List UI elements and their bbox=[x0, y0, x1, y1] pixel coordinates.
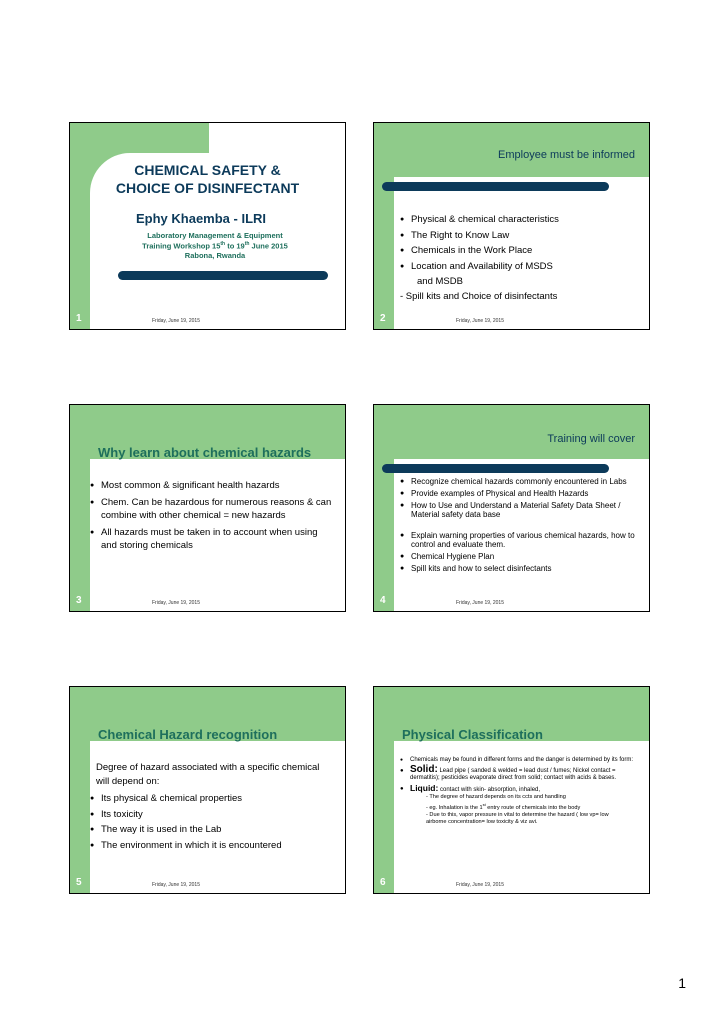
slide-3-title: Why learn about chemical hazards bbox=[98, 445, 312, 460]
slide-6-item-1: ● Chemicals may be found in different forms and the danger is determined by its form: bbox=[400, 757, 633, 763]
slide-2-item-4: ● Location and Availability of MSDS bbox=[400, 259, 559, 275]
slide-4-title: Training will cover bbox=[547, 433, 635, 445]
slide-5-number: 5 bbox=[76, 877, 82, 888]
slide-1-sub3: Rabona, Rwanda bbox=[184, 250, 246, 260]
slide-4-list bbox=[400, 477, 640, 573]
slide-2-date: Friday, June 19, 2015 bbox=[456, 318, 504, 324]
slide-5-item-3: ● The way it is used in the Lab bbox=[90, 822, 335, 838]
slide-1-sub2: Training Workshop 15th to 19th June 2015 bbox=[142, 241, 288, 251]
slide-2-list bbox=[400, 212, 559, 290]
slide-4-item-2: ● Provide examples of Physical and Health Hazards bbox=[400, 489, 640, 498]
slide-6-content bbox=[400, 757, 640, 826]
slide-6-item-1-text: Chemicals may be found in different forms and the danger is determined by its form: bbox=[410, 757, 633, 763]
slide-1 bbox=[69, 122, 346, 330]
slide-5-date: Friday, June 19, 2015 bbox=[152, 882, 200, 888]
slide-3 bbox=[69, 404, 346, 612]
slide-6-liquid-sub-3: - Due to this, vapor pressure in vital to determine the hazard ( low vp= low airborne concentration= low toxicity & viz avi. bbox=[426, 811, 609, 825]
slide-4-date: Friday, June 19, 2015 bbox=[456, 600, 504, 606]
slide-1-sub1: Laboratory Management & Equipment bbox=[147, 231, 283, 240]
slide-3-item-2: ● Chem. Can be hazardous for numerous reasons & can combine with other chemical = new hazards bbox=[90, 496, 335, 523]
slide-1-title-line1: CHEMICAL SAFETY & bbox=[134, 162, 281, 178]
slide-1-subtitle bbox=[120, 231, 310, 260]
slide-2-title: Employee must be informed bbox=[498, 149, 635, 161]
slide-6-date: Friday, June 19, 2015 bbox=[456, 882, 504, 888]
slide-4-bar bbox=[382, 464, 609, 473]
slide-2-item-3: ● Chemicals in the Work Place bbox=[400, 243, 559, 259]
slide-4-item-5: ● Chemical Hygiene Plan bbox=[400, 552, 640, 561]
slide-5-intro-text: Degree of hazard associated with a specific chemical will depend on: bbox=[96, 762, 320, 787]
slide-5-item-2: ● Its toxicity bbox=[90, 807, 335, 823]
slide-2-item-4-cont: and MSDB bbox=[417, 276, 463, 287]
slide-5-intro bbox=[96, 761, 326, 789]
slide-6-number: 6 bbox=[380, 877, 386, 888]
slide-5-item-4: ● The environment in which it is encountered bbox=[90, 838, 335, 854]
slide-3-item-1: ● Most common & significant health hazards bbox=[90, 479, 335, 493]
slide-5-title: Chemical Hazard recognition bbox=[98, 727, 278, 742]
slide-4-green-band bbox=[374, 405, 649, 459]
slide-2-note: - Spill kits and Choice of disinfectants bbox=[400, 291, 558, 302]
slide-2-bar bbox=[382, 182, 609, 191]
slide-2-number: 2 bbox=[380, 313, 386, 324]
slide-6-title: Physical Classification bbox=[402, 727, 543, 742]
slide-2-item-2: ● The Right to Know Law bbox=[400, 228, 559, 244]
slide-3-date: Friday, June 19, 2015 bbox=[152, 600, 200, 606]
slide-4-item-6: ● Spill kits and how to select disinfectants bbox=[400, 564, 640, 573]
slide-4-item-1: ● Recognize chemical hazards commonly encountered in Labs bbox=[400, 477, 640, 486]
slide-5 bbox=[69, 686, 346, 894]
slide-3-list bbox=[90, 479, 335, 553]
slide-4-number: 4 bbox=[380, 595, 386, 606]
slide-2-item-1: ● Physical & chemical characteristics bbox=[400, 212, 559, 228]
page-number: 1 bbox=[678, 975, 686, 991]
slide-5-list bbox=[90, 791, 335, 853]
slide-4-item-4: ● Explain warning properties of various chemical hazards, how to control and evaluate them. bbox=[400, 531, 640, 549]
slide-4-item-3: ● How to Use and Understand a Material Safety Data Sheet / Material safety data base bbox=[400, 501, 640, 519]
slide-1-title bbox=[70, 161, 345, 197]
slide-4 bbox=[373, 404, 650, 612]
slide-6-liquid-sub-1: - The degree of hazard depends on its ccts and handling bbox=[426, 794, 566, 800]
slide-5-item-1: ● Its physical & chemical properties bbox=[90, 791, 335, 807]
slide-6-liquid: ● Liquid: contact with skin- absorption, inhaled, bbox=[400, 783, 541, 793]
slide-6-liquid-sub-2: - eg. Inhalation is the 1st entry route of chemicals into the body bbox=[426, 802, 581, 811]
slide-3-item-3: ● All hazards must be taken in to account when using and storing chemicals bbox=[90, 526, 335, 553]
slide-6-solid-text: Lead pipe ( sanded & welded = lead dust / fumes; Nickel contact = dermatitis); pesticides evaporate direct from solid; contact with acids & bases. bbox=[410, 768, 617, 781]
slide-6-liquid-text: contact with skin- absorption, inhaled, bbox=[440, 787, 541, 793]
slide-6-liquid-label: Liquid: bbox=[410, 783, 439, 793]
slide-3-number: 3 bbox=[76, 595, 82, 606]
slide-1-bar bbox=[118, 271, 328, 280]
slide-1-number: 1 bbox=[76, 313, 82, 324]
slide-2 bbox=[373, 122, 650, 330]
slide-6-solid: ● Solid: Lead pipe ( sanded & welded = lead dust / fumes; Nickel contact = dermatitis); pesticides evaporate direct from solid; contact with acids & bases. bbox=[400, 764, 617, 781]
slide-6-solid-label: Solid: bbox=[410, 764, 438, 775]
slide-1-title-line2: CHOICE OF DISINFECTANT bbox=[115, 180, 300, 196]
slide-6-liquid-sub bbox=[400, 794, 626, 826]
slide-1-date: Friday, June 19, 2015 bbox=[152, 318, 200, 324]
slide-1-author: Ephy Khaemba - ILRI bbox=[136, 211, 267, 226]
slide-6 bbox=[373, 686, 650, 894]
